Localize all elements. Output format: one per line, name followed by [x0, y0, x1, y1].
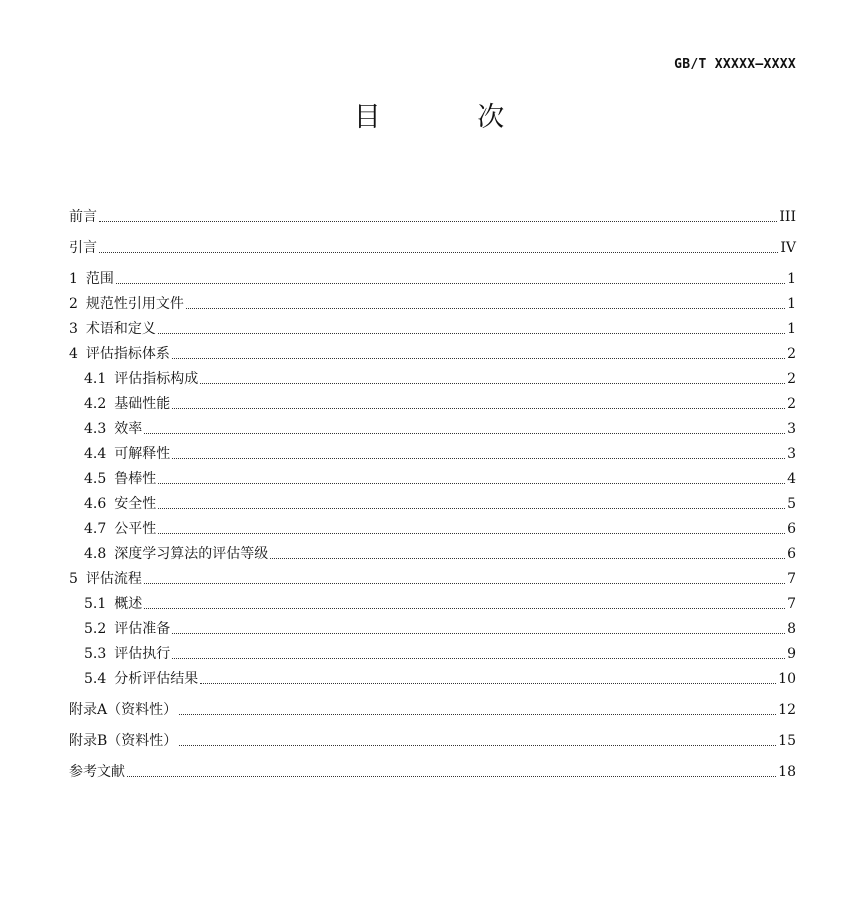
- toc-dot-leader: [99, 220, 777, 222]
- toc-dot-leader: [158, 507, 785, 509]
- toc-page-number: 2: [787, 346, 796, 362]
- toc-page-number: 4: [787, 471, 796, 487]
- toc-dot-leader: [144, 582, 785, 584]
- toc-entry-number: 1: [69, 271, 78, 287]
- page-title: 目 次: [353, 102, 549, 133]
- toc-entry-title: 鲁棒性: [114, 471, 157, 487]
- toc-page-number: 6: [787, 521, 796, 537]
- toc-entry[interactable]: [84, 618, 796, 638]
- toc-entry[interactable]: [69, 293, 796, 313]
- toc-entry-title: 范围: [85, 271, 114, 287]
- toc-entry-title: 公平性: [114, 521, 157, 537]
- toc-entry-number: 4.2: [84, 396, 107, 412]
- toc-entry-title: 基础性能: [114, 396, 171, 412]
- toc-dot-leader: [172, 357, 785, 359]
- toc-entry-title: 评估准备: [114, 621, 171, 637]
- toc-entry[interactable]: [84, 443, 796, 463]
- toc-entry-number: 4.7: [84, 521, 107, 537]
- toc-entry[interactable]: [84, 493, 796, 513]
- toc-page-number: 6: [787, 546, 796, 562]
- toc-entry[interactable]: [84, 393, 796, 413]
- toc-entry-title: 评估流程: [85, 571, 142, 587]
- toc-entry[interactable]: [69, 568, 796, 588]
- toc-dot-leader: [179, 744, 776, 746]
- toc-page-number: 3: [787, 446, 796, 462]
- toc-dot-leader: [116, 282, 785, 284]
- toc-entry-number: 5.3: [84, 646, 107, 662]
- toc-entry[interactable]: [84, 593, 796, 613]
- toc-entry-title: 评估执行: [114, 646, 171, 662]
- toc-entry[interactable]: [84, 668, 796, 688]
- toc-entry-number: 4.8: [84, 546, 107, 562]
- toc-entry[interactable]: [84, 543, 796, 563]
- toc-dot-leader: [270, 557, 785, 559]
- toc-dot-leader: [144, 607, 785, 609]
- toc-entry-number: 2: [69, 296, 78, 312]
- toc-entry-title: 评估指标构成: [114, 371, 199, 387]
- toc-dot-leader: [200, 382, 785, 384]
- toc-entry-title: 前言: [69, 209, 97, 225]
- toc-entry-number: 3: [69, 321, 78, 337]
- toc-entry-number: 4: [69, 346, 78, 362]
- toc-entry-title: 概述: [114, 596, 143, 612]
- toc-entry-title: 附录A（资料性）: [69, 702, 178, 718]
- toc-page-number: 12: [778, 702, 796, 718]
- toc-dot-leader: [172, 407, 785, 409]
- toc-entry-title: 深度学习算法的评估等级: [114, 546, 269, 562]
- toc-dot-leader: [158, 482, 785, 484]
- toc-dot-leader: [127, 775, 776, 777]
- toc-entry[interactable]: [69, 761, 796, 781]
- toc-entry-title: 参考文献: [69, 764, 125, 780]
- toc-page-number: 1: [787, 296, 796, 312]
- toc-entry[interactable]: [84, 468, 796, 488]
- toc-page-number: 18: [778, 764, 796, 780]
- toc-dot-leader: [99, 251, 778, 253]
- toc-page-number: 1: [787, 271, 796, 287]
- toc-dot-leader: [172, 657, 785, 659]
- toc-entry[interactable]: [69, 730, 796, 750]
- toc-entry-number: 5.4: [84, 671, 107, 687]
- toc-page-number: 8: [787, 621, 796, 637]
- toc-page-number: III: [779, 209, 796, 225]
- toc-entry-title: 术语和定义: [85, 321, 156, 337]
- toc-page-number: IV: [780, 240, 796, 256]
- toc-entry-number: 4.6: [84, 496, 107, 512]
- toc-entry-title: 效率: [114, 421, 143, 437]
- toc-page-number: 7: [787, 596, 796, 612]
- toc-entry[interactable]: [84, 368, 796, 388]
- toc-entry-number: 4.1: [84, 371, 107, 387]
- toc-dot-leader: [158, 532, 785, 534]
- toc-entry[interactable]: [69, 318, 796, 338]
- toc-page-number: 10: [778, 671, 796, 687]
- toc-page-number: 9: [787, 646, 796, 662]
- toc-dot-leader: [200, 682, 776, 684]
- toc-entry[interactable]: [84, 643, 796, 663]
- toc-entry-title: 分析评估结果: [114, 671, 199, 687]
- toc-entry-title: 引言: [69, 240, 97, 256]
- toc-entry[interactable]: [69, 699, 796, 719]
- toc-entry-title: 可解释性: [114, 446, 171, 462]
- toc-page-number: 7: [787, 571, 796, 587]
- toc-entry[interactable]: [69, 268, 796, 288]
- toc-dot-leader: [172, 457, 785, 459]
- toc-dot-leader: [172, 632, 785, 634]
- toc-entry[interactable]: [69, 206, 796, 226]
- toc-page-number: 2: [787, 396, 796, 412]
- standard-code: GB/T XXXXX—XXXX: [674, 57, 796, 72]
- toc-entry-title: 安全性: [114, 496, 157, 512]
- toc-page-number: 3: [787, 421, 796, 437]
- toc-dot-leader: [179, 713, 776, 715]
- toc-entry-number: 4.3: [84, 421, 107, 437]
- toc-page-number: 2: [787, 371, 796, 387]
- toc-dot-leader: [144, 432, 785, 434]
- toc-entry-number: 4.5: [84, 471, 107, 487]
- toc-entry[interactable]: [84, 518, 796, 538]
- toc-entry[interactable]: [69, 237, 796, 257]
- toc-entry-number: 5.2: [84, 621, 107, 637]
- toc-entry-number: 4.4: [84, 446, 107, 462]
- toc-entry-number: 5.1: [84, 596, 107, 612]
- toc-page-number: 5: [787, 496, 796, 512]
- toc-entry-title: 附录B（资料性）: [69, 733, 178, 749]
- toc-entry-title: 评估指标体系: [85, 346, 170, 362]
- toc-entry[interactable]: [69, 343, 796, 363]
- toc-page-number: 1: [787, 321, 796, 337]
- toc-entry-title: 规范性引用文件: [85, 296, 184, 312]
- toc-dot-leader: [186, 307, 785, 309]
- toc-entry-number: 5: [69, 571, 78, 587]
- toc-page-number: 15: [778, 733, 796, 749]
- toc-dot-leader: [158, 332, 785, 334]
- toc-entry[interactable]: [84, 418, 796, 438]
